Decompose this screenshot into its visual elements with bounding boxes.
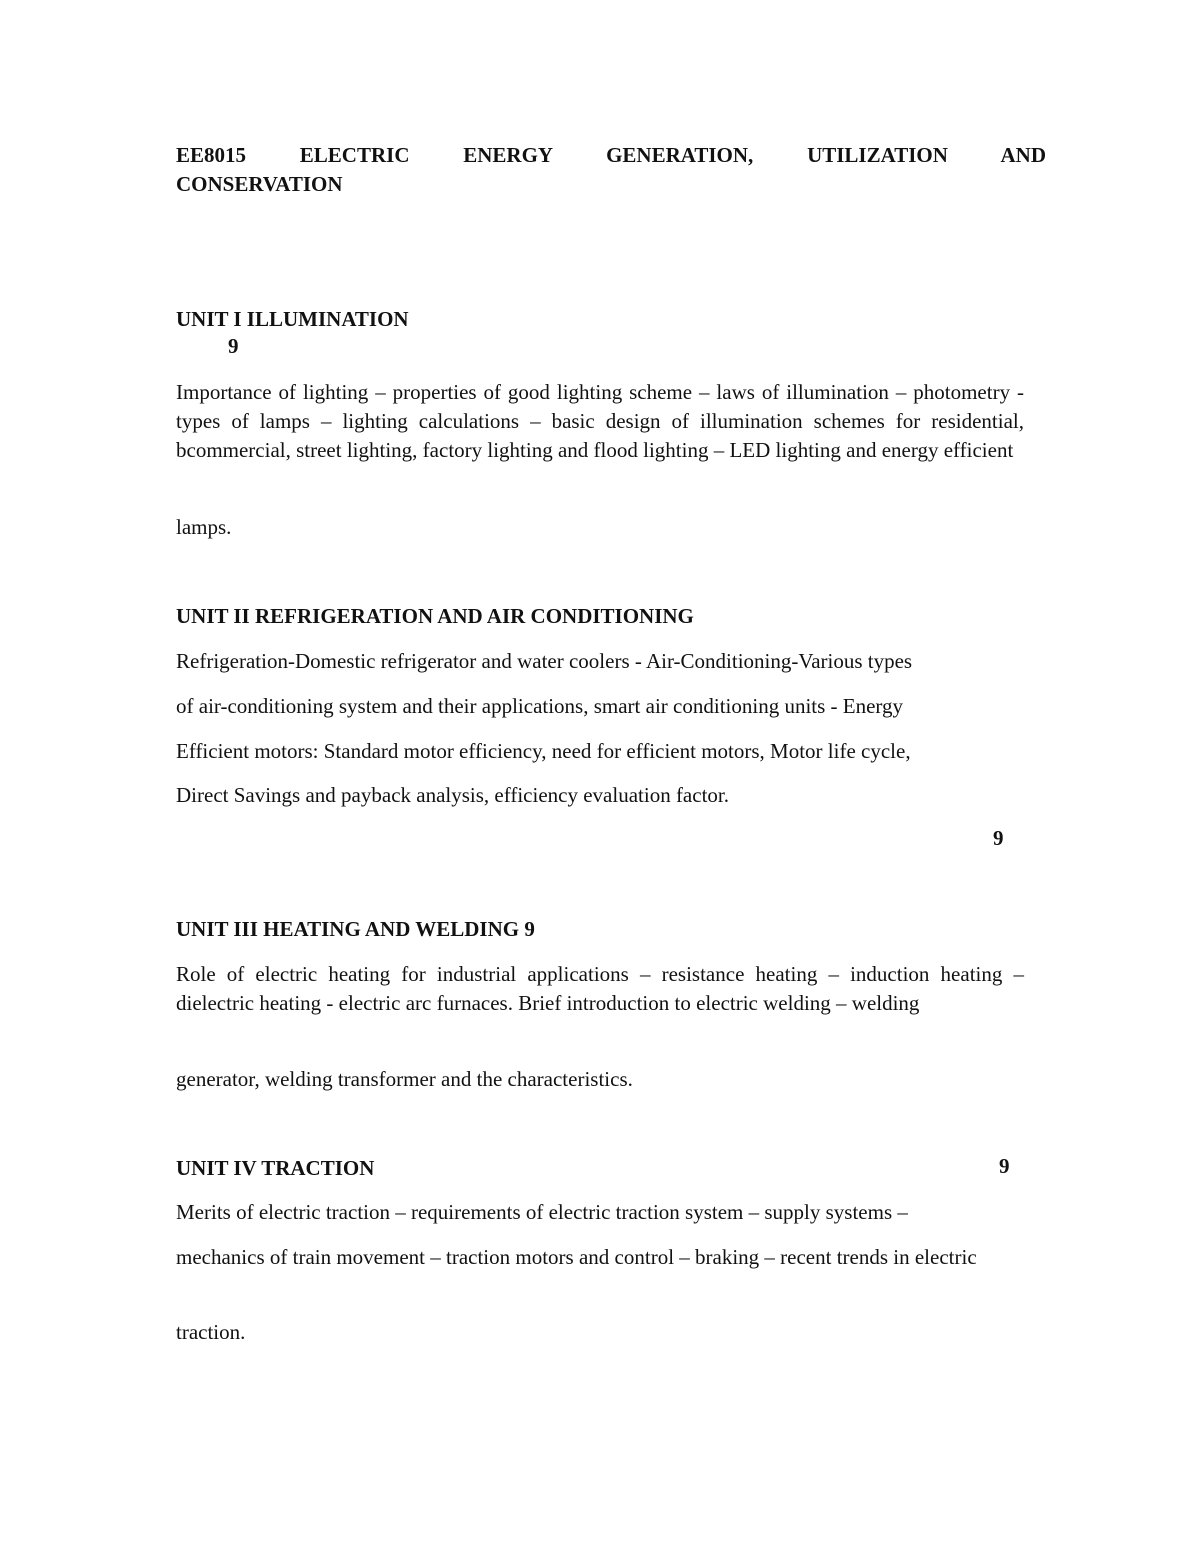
unit-4-heading: UNIT IV TRACTION	[176, 1156, 375, 1180]
unit-4-paragraph: mechanics of train movement – traction motors and control – braking – recent trends in electric	[176, 1245, 977, 1269]
unit-1-hours: 9	[228, 334, 239, 358]
unit-2-line: Refrigeration-Domestic refrigerator and water coolers - Air-Conditioning-Various types	[176, 649, 913, 673]
unit-1-tail: lamps.	[176, 515, 232, 539]
unit-4-tail: traction.	[176, 1320, 246, 1344]
unit-1-paragraph: Importance of lighting – properties of good lighting scheme – laws of illumination – photometry - types of lamps – lighting calculations – basic design of illumination schemes for residential, bcommercial, street lighting, factory lighting and flood lighting – LED lighting and energy efficient	[176, 380, 1024, 462]
course-title-line2: CONSERVATION	[176, 172, 343, 196]
unit-2-line: Direct Savings and payback analysis, efficiency evaluation factor.	[176, 783, 729, 807]
unit-1-heading: UNIT I ILLUMINATION	[176, 307, 409, 331]
unit-3-paragraph: Role of electric heating for industrial applications – resistance heating – induction heating – dielectric heating - electric arc furnaces. Brief introduction to electric welding – welding	[176, 962, 1024, 1015]
unit-3-tail: generator, welding transformer and the characteristics.	[176, 1067, 633, 1091]
unit-4-hours: 9	[999, 1154, 1010, 1178]
unit-2-line: Efficient motors: Standard motor efficiency, need for efficient motors, Motor life cycle,	[176, 739, 911, 763]
course-title-line1: EE8015 ELECTRIC ENERGY GENERATION, UTILIZATION AND	[176, 143, 1046, 167]
unit-3-heading: UNIT III HEATING AND WELDING 9	[176, 917, 535, 941]
unit-2-heading: UNIT II REFRIGERATION AND AIR CONDITIONING	[176, 604, 694, 628]
unit-2-line: of air-conditioning system and their applications, smart air conditioning units - Energy	[176, 694, 904, 718]
unit-2-hours: 9	[993, 826, 1004, 850]
unit-4-line1: Merits of electric traction – requirements of electric traction system – supply systems –	[176, 1200, 908, 1224]
